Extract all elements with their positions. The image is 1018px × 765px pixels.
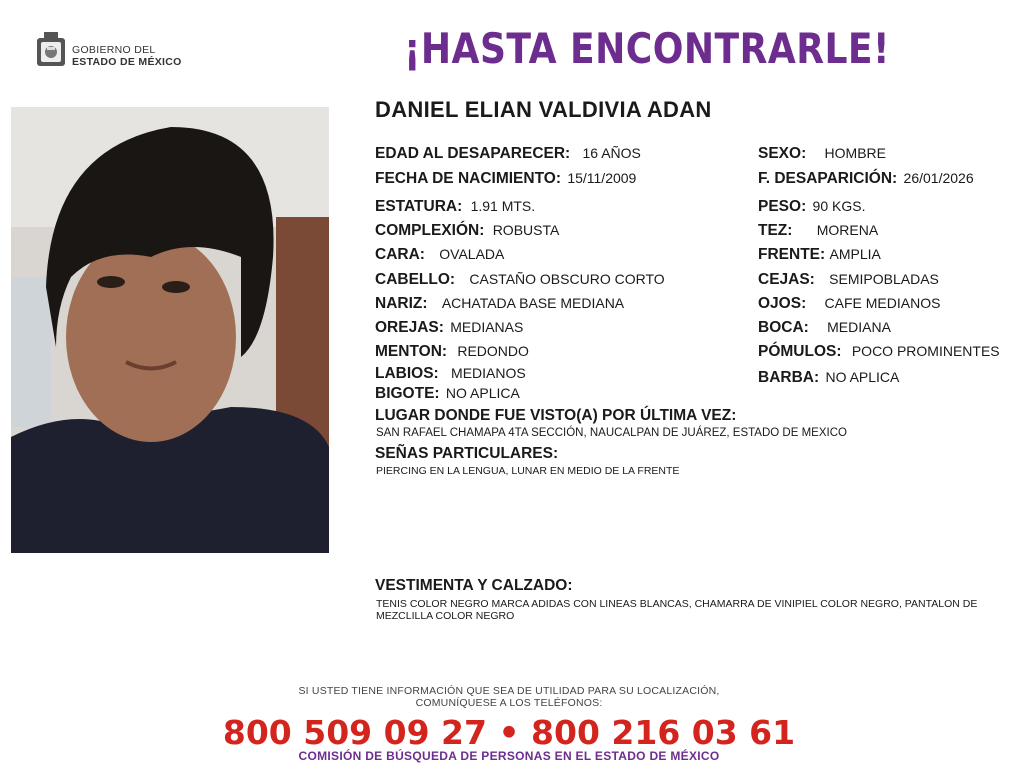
field-label: FECHA DE NACIMIENTO: (375, 170, 561, 187)
field-label: NARIZ: (375, 295, 428, 312)
field-value: 1.91 MTS. (470, 198, 536, 214)
field-weight (758, 198, 865, 216)
gov-line-2: ESTADO DE MÉXICO (72, 56, 182, 68)
info-line-1: SI USTED TIENE INFORMACIÓN QUE SEA DE UTILIDAD PARA SU LOCALIZACIÓN, (298, 685, 720, 697)
field-beard (758, 369, 899, 387)
field-forehead (758, 246, 881, 264)
phone-numbers[interactable]: 800 509 09 27 • 800 216 03 61 (222, 713, 796, 752)
field-label: MENTON: (375, 343, 448, 360)
field-label: BOCA: (758, 319, 809, 336)
field-value: CASTAÑO OBSCURO CORTO (469, 271, 665, 287)
field-label: PÓMULOS: (758, 343, 842, 360)
field-value: ACHATADA BASE MEDIANA (441, 295, 625, 311)
field-value: 15/11/2009 (567, 170, 637, 186)
field-value: MEDIANAS (450, 319, 524, 335)
field-birthdate (375, 170, 636, 188)
clothing-line-1: TENIS COLOR NEGRO MARCA ADIDAS CON LINEAS BLANCAS, CHAMARRA DE VINIPIEL COLOR NEGRO, PANTALON DE (376, 598, 978, 610)
field-cheekbones (758, 343, 1000, 361)
field-label: COMPLEXIÓN: (375, 222, 485, 239)
field-value: CAFE MEDIANOS (824, 295, 941, 311)
field-label: CEJAS: (758, 271, 815, 288)
field-label: FRENTE: (758, 246, 826, 263)
field-value: ROBUSTA (492, 222, 560, 238)
field-chin (375, 343, 529, 361)
field-sex (758, 145, 886, 163)
field-lips (375, 365, 526, 383)
clothing-line-2: MEZCLILLA COLOR NEGRO (376, 610, 515, 622)
last-seen-label: LUGAR DONDE FUE VISTO(A) POR ÚLTIMA VEZ: (375, 407, 737, 424)
field-mouth (758, 319, 891, 337)
field-value: NO APLICA (445, 385, 520, 401)
field-value: MORENA (816, 222, 879, 238)
field-label: SEXO: (758, 145, 807, 162)
field-height (375, 198, 535, 216)
field-value: SEMIPOBLADAS (829, 271, 939, 287)
field-mustache (375, 385, 520, 403)
commission-name: COMISIÓN DE BÚSQUEDA DE PERSONAS EN EL ESTADO DE MÉXICO (298, 749, 720, 763)
person-name: DANIEL ELIAN VALDIVIA ADAN (375, 97, 712, 122)
field-eyes (758, 295, 940, 313)
marks-label: SEÑAS PARTICULARES: (375, 445, 559, 462)
field-disappearance-date (758, 170, 974, 188)
field-value: HOMBRE (824, 145, 886, 161)
field-label: F. DESAPARICIÓN: (758, 170, 898, 187)
field-build (375, 222, 559, 240)
field-label: TEZ: (758, 222, 793, 239)
clothing-label: VESTIMENTA Y CALZADO: (375, 577, 573, 594)
government-label (72, 44, 182, 68)
field-label: CABELLO: (375, 271, 456, 288)
info-line-2: COMUNÍQUESE A LOS TELÉFONOS: (415, 697, 603, 709)
field-value: 26/01/2026 (903, 170, 974, 186)
headline: ¡HASTA ENCONTRARLE! (404, 24, 890, 73)
field-age (375, 145, 641, 163)
field-label: PESO: (758, 198, 807, 215)
field-nose (375, 295, 624, 313)
marks-value: PIERCING EN LA LENGUA, LUNAR EN MEDIO DE LA FRENTE (376, 465, 680, 477)
field-value: POCO PROMINENTES (851, 343, 1000, 359)
field-value: MEDIANA (827, 319, 891, 335)
field-value: 16 AÑOS (582, 145, 641, 161)
field-label: OJOS: (758, 295, 807, 312)
field-hair (375, 271, 665, 289)
field-label: EDAD AL DESAPARECER: (375, 145, 571, 162)
field-value: REDONDO (457, 343, 529, 359)
field-value: NO APLICA (825, 369, 900, 385)
field-skin (758, 222, 878, 240)
field-eyebrows (758, 271, 939, 289)
field-value: MEDIANOS (451, 365, 526, 381)
field-value: 90 KGS. (812, 198, 866, 214)
field-value: OVALADA (439, 246, 505, 262)
field-label: CARA: (375, 246, 425, 263)
field-label: ESTATURA: (375, 198, 463, 215)
field-ears (375, 319, 523, 337)
field-label: BARBA: (758, 369, 820, 386)
field-label: BIGOTE: (375, 385, 440, 402)
state-coat-of-arms-icon (34, 30, 68, 68)
person-photo (11, 107, 329, 553)
field-value: AMPLIA (829, 246, 881, 262)
gov-line-1: GOBIERNO DEL (72, 44, 156, 56)
field-face (375, 246, 504, 264)
field-label: OREJAS: (375, 319, 444, 336)
last-seen-value: SAN RAFAEL CHAMAPA 4TA SECCIÓN, NAUCALPAN DE JUÁREZ, ESTADO DE MEXICO (376, 427, 847, 439)
field-label: LABIOS: (375, 365, 439, 382)
